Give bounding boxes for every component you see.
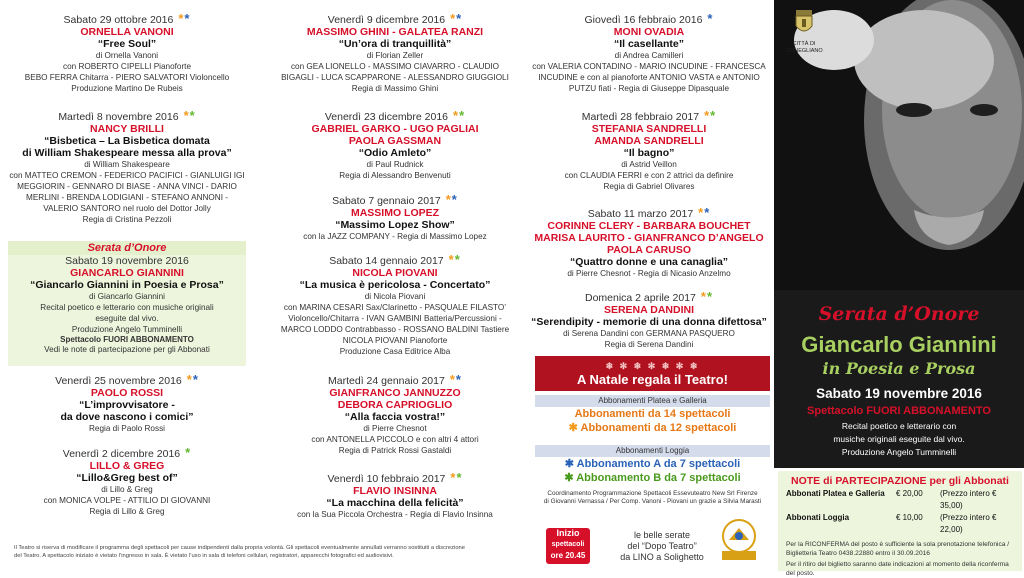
credit-line: di Lillo & Greg xyxy=(101,485,153,494)
credit-line: di Astrid Veillon xyxy=(621,160,677,169)
dopo-teatro xyxy=(612,530,712,563)
abbonamenti-loggia xyxy=(535,445,770,485)
event-date: Venerdì 10 febbraio 2017 xyxy=(327,473,446,485)
performer: CORINNE CLERY - BARBARA BOUCHET xyxy=(547,220,751,232)
event-date: Sabato 11 marzo 2017 xyxy=(587,208,694,220)
performer: PAOLA CARUSO xyxy=(607,244,691,256)
performer: AMANDA SANDRELLI xyxy=(594,135,704,147)
credit-line: di Florian Zeller xyxy=(366,51,424,60)
credit-line: Regia di Cristina Pezzoli xyxy=(82,215,172,224)
credit-line: Produzione Casa Editrice Alba xyxy=(339,347,451,356)
natale-banner xyxy=(535,356,770,391)
show-title: “Il bagno” xyxy=(623,147,675,159)
credit-line: Produzione Martino De Rubeis xyxy=(71,84,183,93)
credit-line: di Nicola Piovani xyxy=(364,292,426,301)
show-title: “Odio Amleto” xyxy=(358,147,432,159)
event-garko xyxy=(268,110,522,181)
credit-line: di Giancarlo Giannini xyxy=(88,292,165,301)
show-title: “Giancarlo Giannini in Poesia e Prosa” xyxy=(30,279,224,291)
credit-line: Regia di Gabriel Olivares xyxy=(603,182,695,191)
credit-line: Regia di Lillo & Greg xyxy=(89,507,165,516)
performer: MASSIMO GHINI - GALATEA RANZI xyxy=(306,26,484,38)
right-description: Recital poetico e letterario con musiche originali eseguite dal vivo. Produzione Angelo Tumminelli xyxy=(833,421,965,457)
inizio-line: Inizio xyxy=(556,528,580,538)
giannini-title: Giancarlo Giannini xyxy=(801,332,997,357)
stars-icon: * xyxy=(185,445,192,460)
dopo-teatro-line: le belle serate xyxy=(633,530,691,540)
event-date: Martedì 24 gennaio 2017 xyxy=(328,375,445,387)
abbonamenti-platea xyxy=(535,395,770,435)
event-lillo-greg xyxy=(8,447,246,517)
credit-line: Vedi le note di partecipazione per gli Abbonati xyxy=(44,345,210,354)
right-fuori: Spettacolo FUORI ABBONAMENTO xyxy=(807,405,991,417)
right-date: Sabato 19 novembre 2016 xyxy=(816,386,982,401)
credit-line: con ROBERTO CIPELLI Pianoforte xyxy=(62,62,192,71)
disclaimer-line: Il Teatro si riserva di modificare il programma degli spettacoli per cause indipendenti dalla propria volontà. Gli spettacoli eventualmente annullati verranno sostituiti a discrezione xyxy=(14,545,465,551)
credit-line: con MARINA CESARI Sax/Clarinetto - PASQUALE FILASTO’ xyxy=(283,303,507,312)
event-dandini xyxy=(530,291,768,350)
event-date: Sabato 7 gennaio 2017 xyxy=(332,195,441,207)
credit-line: con ANTONELLA PICCOLO e con altri 4 attori xyxy=(311,435,479,444)
note-partecipazione xyxy=(778,471,1022,577)
credit-line: Regia di Patrick Rossi Gastaldi xyxy=(338,446,452,455)
serata-onore-heading: Serata d’Onore xyxy=(8,241,246,255)
stars-icon: ** xyxy=(453,108,466,123)
credit-line: NICOLA PIOVANI Pianoforte xyxy=(342,336,448,345)
abo-line: ✱ Abbonamenti da 12 spettacoli xyxy=(568,422,737,434)
credit-line: eseguite dal vivo. xyxy=(95,314,159,323)
show-title: “Quattro donne e una canaglia” xyxy=(569,256,729,268)
performer: MONI OVADIA xyxy=(613,26,685,38)
inizio-line: ore 20.45 xyxy=(550,551,586,560)
credit-line: di Andrea Camilleri xyxy=(614,51,684,60)
show-title: “Bisbetica – La Bisbetica domata xyxy=(44,135,210,147)
credit-line: Regia di Massimo Ghini xyxy=(351,84,439,93)
show-title: “Massimo Lopez Show” xyxy=(335,219,455,231)
disclaimer xyxy=(14,544,514,560)
credit-line: INCUDINE e con al pianoforte ANTONIO VASTA e ANTONIO xyxy=(538,73,760,82)
abo-line: ✱ Abbonamento A da 7 spettacoli xyxy=(564,458,741,470)
credit-line: di William Shakespeare xyxy=(84,160,170,169)
credit-line: Recital poetico e letterario con musiche originali xyxy=(40,303,214,312)
dopo-teatro-line: da LINO a Solighetto xyxy=(620,552,704,562)
show-title: da dove nascono i comici” xyxy=(60,411,194,423)
credit-line: di Paul Rudnick xyxy=(366,160,424,169)
show-title: “Un’ora di tranquillità” xyxy=(338,38,452,50)
note-paragraph: Per il ritiro del biglietto saranno date indicazioni al momento della riconferma del posto. xyxy=(786,561,1009,577)
stars-icon: ** xyxy=(183,108,196,123)
stars-icon: ** xyxy=(698,205,711,220)
serata-onore-title: Serata d’Onore xyxy=(818,303,980,325)
show-title: “Lillo&Greg best of” xyxy=(76,472,178,484)
credit-line: BIGAGLI - LUCA SCAPPARONE - ALESSANDRO GIUGGIOLI xyxy=(281,73,509,82)
credit-line: di Pierre Chesnot xyxy=(363,424,427,433)
credit-line: VALERIO SANTORO nel ruolo del Dottor Jolly xyxy=(43,204,211,213)
credit-line: con MONICA VOLPE - ATTILIO DI GIOVANNI xyxy=(43,496,211,505)
conegliano-emblem xyxy=(786,8,822,55)
inizio-badge xyxy=(546,528,590,564)
stars-icon: ** xyxy=(704,108,717,123)
event-vanoni xyxy=(8,13,246,94)
performer: GABRIEL GARKO - UGO PAGLIAI xyxy=(311,123,479,135)
performer: STEFANIA SANDRELLI xyxy=(591,123,707,135)
credit-line: Regia di Alessandro Benvenuti xyxy=(339,171,451,180)
event-date: Martedì 28 febbraio 2017 xyxy=(581,111,700,123)
event-date: Martedì 8 novembre 2016 xyxy=(58,111,179,123)
credit-line: di Pierre Chesnot - Regia di Nicasio Anzelmo xyxy=(567,269,731,278)
credit-line: con MATTEO CREMON - FEDERICO PACIFICI - GIANLUIGI IGI xyxy=(9,171,245,180)
da-lino-logo xyxy=(716,516,762,562)
event-date: Venerdì 23 dicembre 2016 xyxy=(324,111,449,123)
performer: NANCY BRILLI xyxy=(90,123,164,135)
event-insinna xyxy=(268,472,522,520)
disclaimer-line: del Teatro. A spettacolo iniziato è vietato l’ingresso in sala. È vietato l’uso in sala di telefoni cellulari, registratori, apparecchi fotografici ed audiovisivi. xyxy=(14,553,394,559)
show-title: “Free Soul” xyxy=(97,38,157,50)
performer: GIANCARLO GIANNINI xyxy=(70,267,184,279)
performer: MASSIMO LOPEZ xyxy=(350,207,440,219)
performer: GIANFRANCO JANNUZZO xyxy=(329,387,461,399)
inizio-line: spettacoli xyxy=(551,541,585,548)
note-paragraph: Per la RICONFERMA del posto è sufficiente la sola prenotazione telefonica / Biglietteria Teatro 0438.22880 entro il 30.09.2016 xyxy=(786,541,1010,557)
fuori-abbonamento: Spettacolo FUORI ABBONAMENTO xyxy=(60,335,194,344)
performer: SERENA DANDINI xyxy=(603,304,695,316)
event-date: Venerdì 2 dicembre 2016 xyxy=(62,448,181,460)
event-date: Sabato 29 ottobre 2016 xyxy=(63,14,174,26)
show-title: “La macchina della felicità” xyxy=(326,497,464,509)
credit-line: di Ornella Vanoni xyxy=(95,51,159,60)
performer: ORNELLA VANONI xyxy=(80,26,174,38)
credit-line: BEBO FERRA Chitarra - PIERO SALVATORI Violoncello xyxy=(24,73,230,82)
show-title: di William Shakespeare messa alla prova” xyxy=(22,147,232,159)
event-date: Venerdì 9 dicembre 2016 xyxy=(327,14,446,26)
stars-icon: ** xyxy=(186,372,199,387)
credit-line: con la JAZZ COMPANY - Regia di Massimo Lopez xyxy=(303,232,487,241)
event-lopez xyxy=(268,194,522,242)
coord-line: di Giovanni Vernassa / Per Comp. Vanoni - Piovani un grazie a Silvia Marasti xyxy=(543,498,762,505)
performer: DEBORA CAPRIOGLIO xyxy=(337,399,453,411)
coordinamento xyxy=(535,490,770,506)
coord-line: Coordinamento Programmazione Spettacoli Essevuteatro New Srl Firenze xyxy=(547,490,758,497)
performer: PAOLA GASSMAN xyxy=(348,135,442,147)
stars-icon: ** xyxy=(700,289,714,304)
event-clery xyxy=(530,207,768,279)
credit-line: MEGGIORIN - GENNARO DI BIASE - ANNA VINCI - DARIO xyxy=(17,182,237,191)
show-title: “Alla faccia vostra!” xyxy=(344,411,446,423)
event-date: Giovedì 16 febbraio 2016 xyxy=(584,14,703,26)
stars-icon: ** xyxy=(178,11,191,26)
show-title: “Il casellante” xyxy=(613,38,685,50)
event-jannuzzo xyxy=(268,374,522,456)
event-date: Sabato 19 novembre 2016 xyxy=(65,255,189,267)
event-piovani xyxy=(268,254,522,357)
stars-icon: ** xyxy=(445,192,458,207)
poesia-prosa-title: in Poesia e Prosa xyxy=(822,359,976,378)
event-ovadia xyxy=(530,13,768,94)
credit-line: Violoncello/Chitarra - IVAN GAMBINI Batteria/Percussioni - xyxy=(288,314,502,323)
city-label: CONEGLIANO xyxy=(786,48,823,54)
event-sandrelli xyxy=(530,110,768,192)
abo-line: Abbonamenti da 14 spettacoli xyxy=(574,408,731,420)
credit-line: Regia di Paolo Rossi xyxy=(88,424,165,433)
note-heading: NOTE di PARTECIPAZIONE per gli Abbonati xyxy=(791,475,1009,487)
credit-line: con VALERIA CONTADINO - MARIO INCUDINE - FRANCESCA xyxy=(532,62,766,71)
stars-icon: ** xyxy=(448,252,461,267)
stars-icon: ** xyxy=(450,470,463,485)
abo-heading: Abbonamenti Loggia xyxy=(535,445,770,457)
event-date: Sabato 14 gennaio 2017 xyxy=(329,255,444,267)
natale-text: A Natale regala il Teatro! xyxy=(577,372,728,387)
abo-line: ✱ Abbonamento B da 7 spettacoli xyxy=(564,472,741,484)
credit-line: con GEA LIONELLO - MASSIMO CIAVARRO - CLAUDIO xyxy=(290,62,500,71)
credit-line: MERLINI - BRENDA LODIGIANI - STEFANO ANNONI - xyxy=(26,193,228,202)
event-brilli xyxy=(8,110,246,225)
credit-line: di Serena Dandini con GERMANA PASQUERO xyxy=(563,329,735,338)
credit-line: Regia di Serena Dandini xyxy=(604,340,694,349)
event-rossi xyxy=(8,374,246,434)
credit-line: con la Sua Piccola Orchestra - Regia di Flavio Insinna xyxy=(297,510,493,519)
event-date: Venerdì 25 novembre 2016 xyxy=(55,375,182,387)
performer: NICOLA PIOVANI xyxy=(352,267,438,279)
stars-icon: ** xyxy=(449,372,462,387)
event-giannini xyxy=(8,241,246,366)
city-crest-icon xyxy=(793,8,815,36)
snowflake-icon: ❄ ✻ ❄ ✻ ❄ ✻ ❄ xyxy=(605,361,700,371)
credit-line: con CLAUDIA FERRI e con 2 attrici da definire xyxy=(564,171,734,180)
stars-icon: * xyxy=(707,11,714,26)
event-ghini xyxy=(268,13,522,94)
dopo-teatro-line: del “Dopo Teatro” xyxy=(627,541,697,551)
price-row: Abbonati Loggia € 10,00 (Prezzo intero € 22,00) xyxy=(786,513,997,534)
performer: PAOLO ROSSI xyxy=(90,387,164,399)
abo-heading: Abbonamenti Platea e Galleria xyxy=(535,395,770,407)
show-title: “Serendipity - memorie di una donna difettosa” xyxy=(531,316,767,328)
show-title: “L’improvvisatore - xyxy=(79,399,175,411)
credit-line: MARCO LODDO Contrabbasso - ROSSANO BALDINI Tastiere xyxy=(280,325,510,334)
stars-icon: ** xyxy=(450,11,463,26)
credit-line: Produzione Angelo Tumminelli xyxy=(71,325,183,334)
city-label: CITTÀ DI xyxy=(792,41,816,47)
event-date: Domenica 2 aprile 2017 xyxy=(584,292,696,304)
performer: MARISA LAURITO - GIANFRANCO D’ANGELO xyxy=(534,232,764,244)
performer: FLAVIO INSINNA xyxy=(353,485,437,497)
show-title: “La musica è pericolosa - Concertato” xyxy=(299,279,491,291)
price-row: Abbonati Platea e Galleria € 20,00 (Prezzo intero € 35,00) xyxy=(786,489,997,510)
credit-line: PUTZU fiati - Regia di Giuseppe Dipasquale xyxy=(568,84,730,93)
performer: LILLO & GREG xyxy=(89,460,165,472)
